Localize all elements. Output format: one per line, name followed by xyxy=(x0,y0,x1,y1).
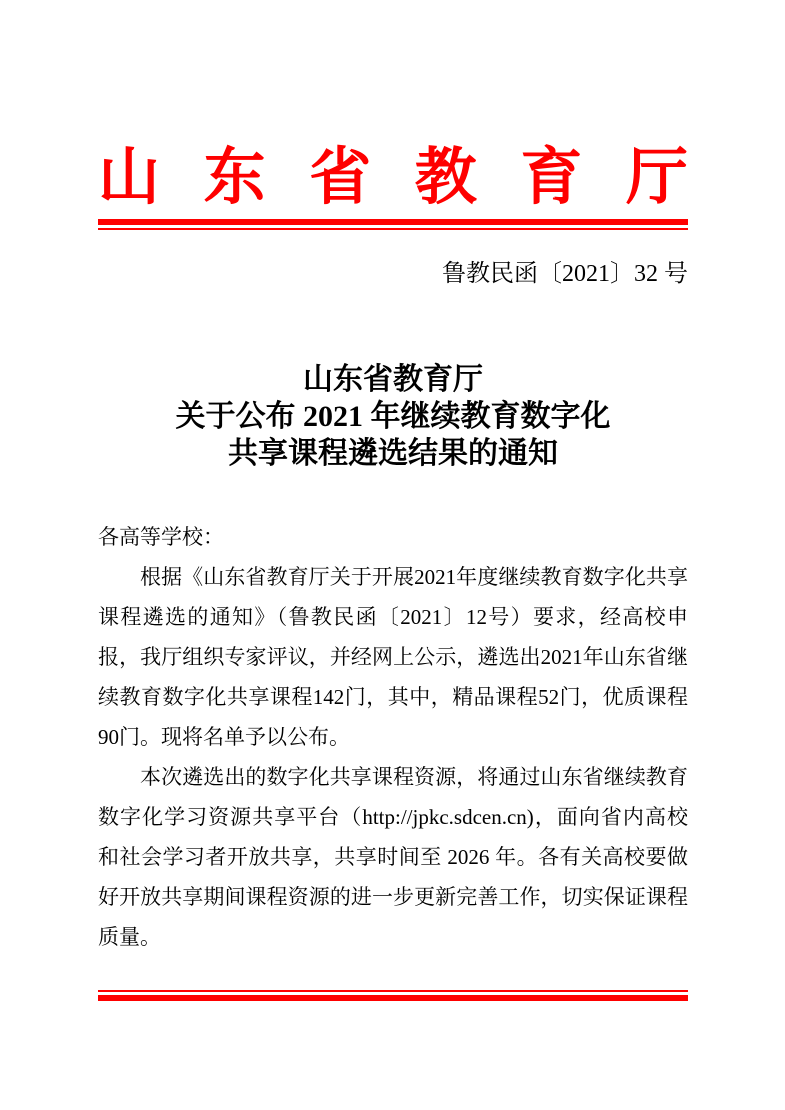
salutation: 各高等学校： xyxy=(98,525,224,549)
document-body xyxy=(98,517,688,957)
agency-masthead: 山东省教育厅 xyxy=(98,144,688,212)
paragraph-1: 根据《山东省教育厅关于开展2021年度继续教育数字化共享课程遴选的通知》（鲁教民函〔2021〕12号）要求，经高校申报，我厅组织专家评议，并经网上公示，遴选出2021年山东省继续教育数字化共享课程142门，其中，精品课程52门，优质课程90门。现将名单予以公布。 xyxy=(98,565,688,749)
rule-thin xyxy=(98,990,688,992)
rule-thin xyxy=(98,228,688,230)
title-line-3: 共享课程遴选结果的通知 xyxy=(228,437,558,470)
rule-thick xyxy=(98,219,688,225)
footer-double-rule xyxy=(98,990,688,1001)
title-line-2: 关于公布 2021 年继续教育数字化 xyxy=(175,400,611,433)
document-title xyxy=(98,361,688,472)
rule-thick xyxy=(98,995,688,1001)
title-line-1: 山东省教育厅 xyxy=(303,363,483,396)
document-number: 鲁教民函〔2021〕32 号 xyxy=(442,261,688,287)
masthead-double-rule xyxy=(98,219,688,230)
paragraph-2: 本次遴选出的数字化共享课程资源，将通过山东省继续教育数字化学习资源共享平台（http://jpkc.sdcen.cn)，面向省内高校和社会学习者开放共享，共享时间至 2026 年。各有关高校要做好开放共享期间课程资源的进一步更新完善工作，切实保证课程质量。 xyxy=(98,765,688,949)
